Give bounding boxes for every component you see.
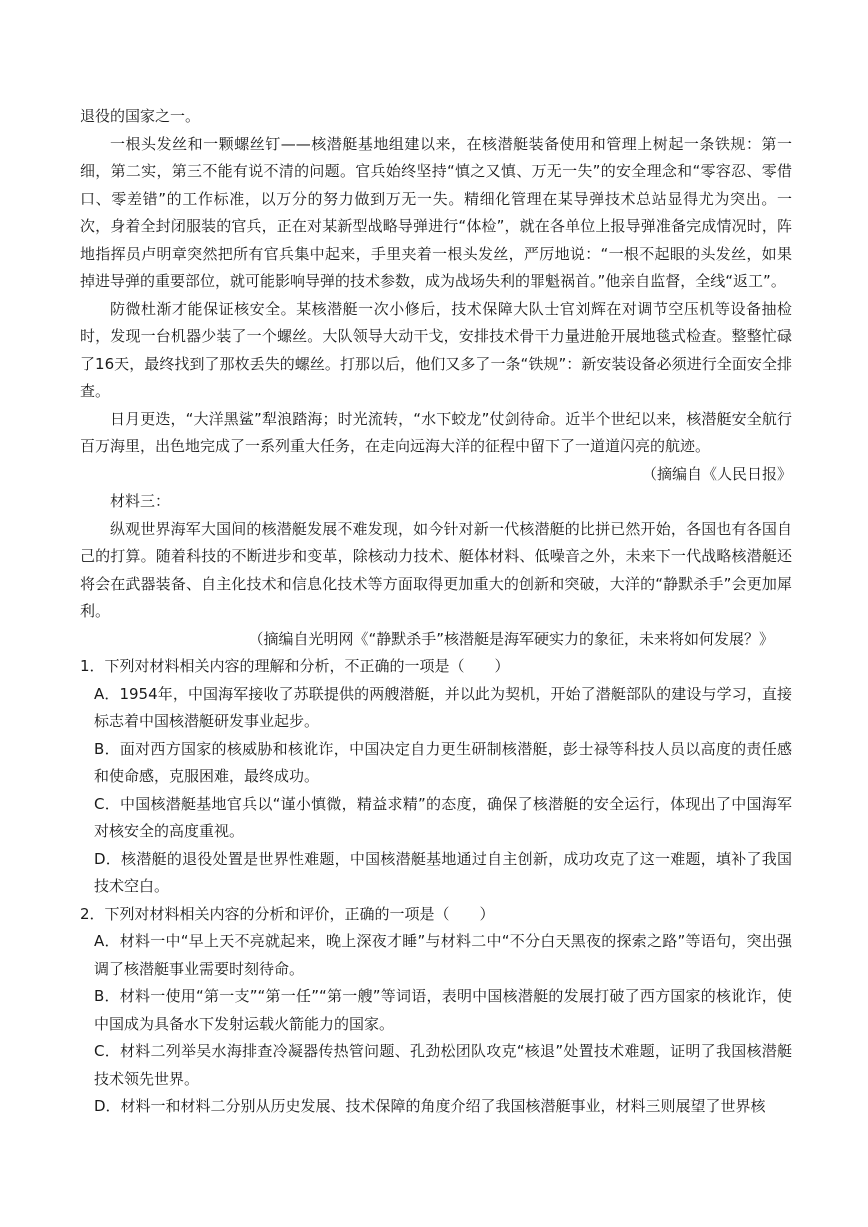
question-2-option-a: A．材料一中“早上天不亮就起来，晚上深夜才睡”与材料二中“不分白天黑夜的探索之路”等语句，突出强调了核潜艇事业需要时刻待命。 bbox=[94, 932, 792, 978]
paragraph-hair-screw: 一根头发丝和一颗螺丝钉——核潜艇基地组建以来，在核潜艇装备使用和管理上树起一条铁规：第一细，第二实，第三不能有说不清的问题。官兵始终坚持“慎之又慎、万无一失”的安全理念和“零容忍、零借口、零差错”的工作标准，以万分的努力做到万无一失。精细化管理在某导弹技术总站显得尤为突出。一次，身着全封闭服装的官兵，正在对某新型战略导弹进行“体检”，就在各单位上报导弹准备完成情况时，阵地指挥员卢明章突然把所有官兵集中起来，手里夹着一根头发丝，严厉地说：“一根不起眼的头发丝，如果掉进导弹的重要部位，就可能影响导弹的技术参数，成为战场失利的罪魁祸首。”他亲自监督，全线“返工”。 bbox=[80, 134, 792, 290]
question-1 bbox=[80, 653, 792, 901]
question-1-stem: 1．下列对材料相关内容的理解和分析，不正确的一项是（ ） bbox=[80, 657, 510, 675]
question-2-option-c: C．材料二列举吴水海排查冷凝器传热管问题、孔劲松团队攻克“核退”处置技术难题，证明了我国核潜艇技术领先世界。 bbox=[94, 1042, 792, 1088]
question-2-option-b: B．材料一使用“第一支”“第一任”“第一艘”等词语，表明中国核潜艇的发展打破了西方国家的核讹诈，使中国成为具备水下发射运载火箭能力的国家。 bbox=[94, 987, 792, 1033]
question-1-option-d: D．核潜艇的退役处置是世界性难题，中国核潜艇基地通过自主创新，成功攻克了这一难题，填补了我国技术空白。 bbox=[94, 849, 792, 895]
question-2-stem: 2．下列对材料相关内容的分析和评价，正确的一项是（ ） bbox=[80, 904, 495, 923]
question-2 bbox=[80, 901, 792, 1121]
question-1-option-c: C．中国核潜艇基地官兵以“谨小慎微，精益求精”的态度，确保了核潜艇的安全运行，体现出了中国海军对核安全的高度重视。 bbox=[94, 794, 792, 840]
question-2-option-d: D．材料一和材料二分别从历史发展、技术保障的角度介绍了我国核潜艇事业，材料三则展望了世界核 bbox=[94, 1097, 766, 1115]
paragraph-material-three: 纵观世界海军大国间的核潜艇发展不难发现，如今针对新一代核潜艇的比拼已然开始，各国也有各国自己的打算。随着科技的不断进步和变革，除核动力技术、艇体材料、低噪音之外，未来下一代战略核潜艇还将会在武器装备、自主化技术和信息化技术等方面取得更加重大的创新和突破，大洋的“静默杀手”会更加犀利。 bbox=[80, 519, 792, 620]
paragraph-missing-screw: 防微杜渐才能保证核安全。某核潜艇一次小修后，技术保障大队士官刘辉在对调节空压机等设备抽检时，发现一台机器少装了一个螺丝。大队领导大动干戈，安排技术骨干力量进舱开展地毯式检查。整整忙碌了16天，最终找到了那枚丢失的螺丝。打那以后，他们又多了一条“铁规”：新安装设备必须进行全面安全排查。 bbox=[80, 299, 792, 400]
source-people-daily: （摘编自《人民日报》 bbox=[641, 464, 792, 483]
source-guangming: （摘编自光明网《“静默杀手”核潜艇是海军硬实力的象征，未来将如何发展？》 bbox=[248, 629, 774, 648]
paragraph-voyage: 日月更迭，“大洋黑鲨”犁浪踏海；时光流转，“水下蛟龙”仗剑待命。近半个世纪以来，核潜艇安全航行百万海里，出色地完成了一系列重大任务，在走向远海大洋的征程中留下了一道道闪亮的航迹。 bbox=[80, 409, 792, 455]
paragraph-0: 退役的国家之一。 bbox=[80, 107, 201, 125]
question-1-option-a: A．1954年，中国海军接收了苏联提供的两艘潜艇，并以此为契机，开始了潜艇部队的建设与学习，直接标志着中国核潜艇研发事业起步。 bbox=[94, 684, 792, 730]
question-1-option-b: B．面对西方国家的核威胁和核讹诈，中国决定自力更生研制核潜艇，彭士禄等科技人员以高度的责任感和使命感，克服困难，最终成功。 bbox=[94, 739, 792, 785]
document-body bbox=[80, 103, 792, 1121]
material-three-title: 材料三： bbox=[110, 492, 171, 510]
